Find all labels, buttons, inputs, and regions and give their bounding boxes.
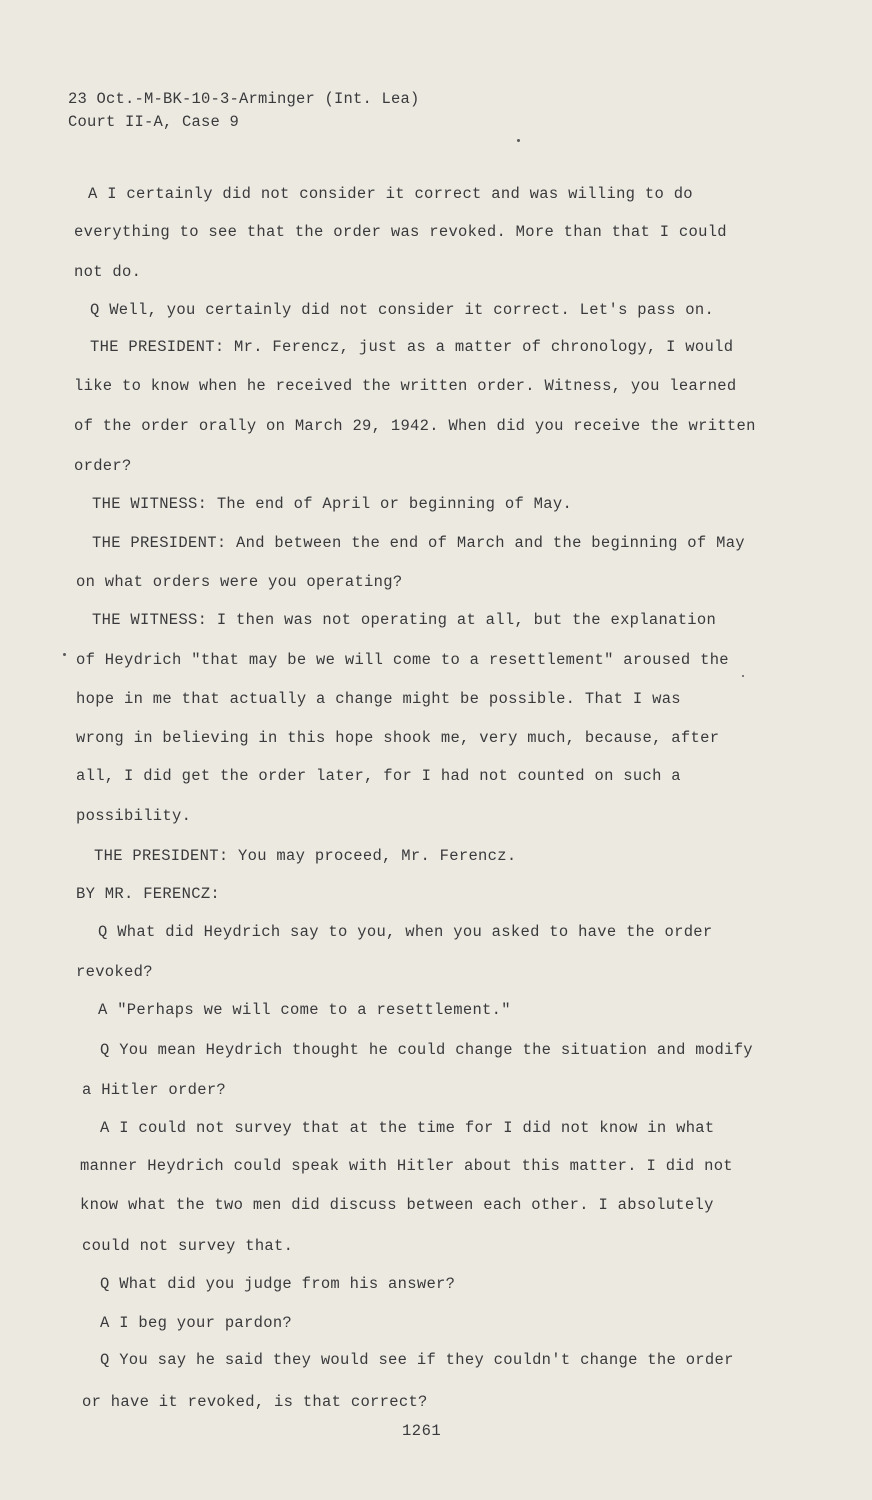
transcript-line: possibility. <box>76 807 192 825</box>
transcript-line: Q Well, you certainly did not consider it correct. Let's pass on. <box>90 301 715 319</box>
transcript-line: THE WITNESS: I then was not operating at all, but the explanation <box>92 611 717 629</box>
transcript-line: of the order orally on March 29, 1942. When did you receive the written <box>74 417 756 435</box>
transcript-line: A I certainly did not consider it correct and was willing to do <box>88 185 693 203</box>
transcript-line: order? <box>74 457 132 475</box>
transcript-line: A I could not survey that at the time for I did not know in what <box>100 1119 715 1137</box>
transcript-line: THE WITNESS: The end of April or beginning of May. <box>92 495 573 513</box>
transcript-line: Q What did Heydrich say to you, when you asked to have the order <box>98 923 713 941</box>
transcript-line: BY MR. FERENCZ: <box>76 885 221 903</box>
transcript-line: THE PRESIDENT: You may proceed, Mr. Ferencz. <box>94 847 517 865</box>
transcript-line: revoked? <box>76 963 153 981</box>
transcript-line: THE PRESIDENT: Mr. Ferencz, just as a matter of chronology, I would <box>90 338 734 356</box>
transcript-line: hope in me that actually a change might be possible. That I was <box>76 690 681 708</box>
transcript-line: like to know when he received the written order. Witness, you learned <box>74 377 737 395</box>
header-court-case: Court II-A, Case 9 <box>68 113 240 131</box>
header-date-reference: 23 Oct.-M-BK-10-3-Arminger (Int. Lea) <box>68 90 420 108</box>
transcript-line: not do. <box>74 263 142 281</box>
transcript-line: Q What did you judge from his answer? <box>100 1275 456 1293</box>
transcript-line: THE PRESIDENT: And between the end of March and the beginning of May <box>92 534 745 552</box>
transcript-line: of Heydrich "that may be we will come to a resettlement" aroused the <box>76 651 729 669</box>
transcript-line: know what the two men did discuss between each other. I absolutely <box>80 1196 714 1214</box>
transcript-line: Q You say he said they would see if they couldn't change the order <box>100 1351 734 1369</box>
transcript-line: everything to see that the order was revoked. More than that I could <box>74 223 727 241</box>
transcript-line: on what orders were you operating? <box>76 573 403 591</box>
transcript-line: wrong in believing in this hope shook me, very much, because, after <box>76 729 720 747</box>
transcript-line: could not survey that. <box>82 1237 294 1255</box>
page-number: 1261 <box>402 1422 442 1440</box>
transcript-line: Q You mean Heydrich thought he could change the situation and modify <box>100 1041 753 1059</box>
transcript-line: or have it revoked, is that correct? <box>82 1393 428 1411</box>
transcript-line: A "Perhaps we will come to a resettlement." <box>98 1001 511 1019</box>
transcript-line: a Hitler order? <box>82 1081 227 1099</box>
transcript-line: manner Heydrich could speak with Hitler about this matter. I did not <box>80 1157 733 1175</box>
transcript-line: all, I did get the order later, for I had not counted on such a <box>76 767 681 785</box>
transcript-line: A I beg your pardon? <box>100 1314 293 1332</box>
